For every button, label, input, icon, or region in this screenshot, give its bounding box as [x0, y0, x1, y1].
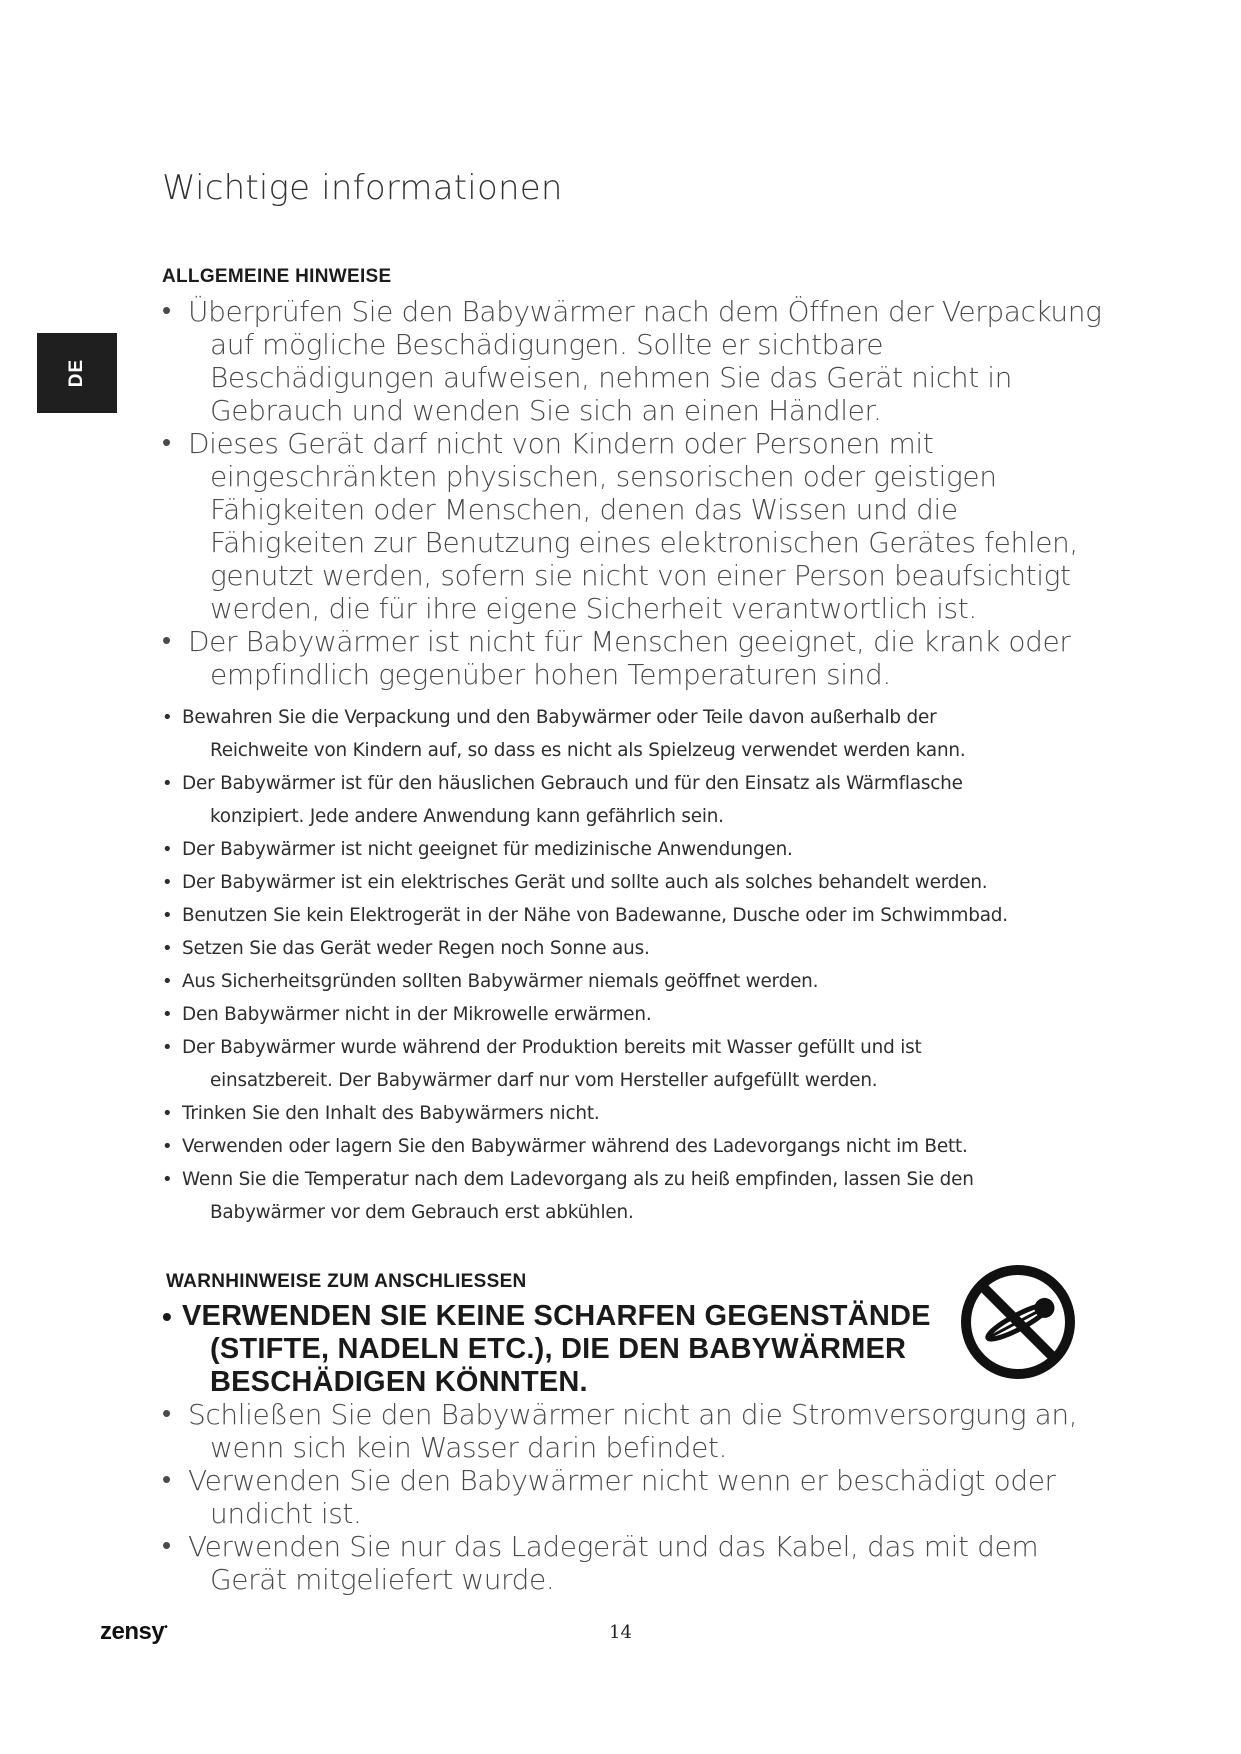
- brand-logo-text: zensy: [100, 1618, 165, 1645]
- list-item: [162, 625, 1102, 691]
- list-item: [162, 998, 1032, 1031]
- list-item-text: Der Babywärmer ist nicht für Menschen geeignet, die krank oder empfindlich gegenüber hohen Temperaturen sind.: [188, 625, 1071, 691]
- bullet-icon: •: [162, 428, 171, 458]
- brand-logo-mark: •: [164, 1622, 168, 1633]
- general-small-list: [162, 701, 1032, 1229]
- bullet-icon: •: [162, 1301, 173, 1332]
- list-item-text: Schließen Sie den Babywärmer nicht an die Stromversorgung an, wenn sich kein Wasser darin befindet.: [188, 1398, 1078, 1464]
- list-item-text: Der Babywärmer ist nicht geeignet für medizinische Anwendungen.: [182, 839, 793, 860]
- bullet-icon: •: [162, 1169, 173, 1190]
- bullet-icon: •: [162, 296, 171, 326]
- bullet-icon: •: [162, 1037, 173, 1058]
- list-item: [162, 1163, 1032, 1229]
- list-item: [162, 866, 1032, 899]
- list-item-text: Der Babywärmer wurde während der Produktion bereits mit Wasser gefüllt und ist einsatzbereit. Der Babywärmer darf nur vom Hersteller aufgefüllt werden.: [182, 1037, 922, 1091]
- list-item: [162, 1300, 962, 1399]
- list-item: [162, 295, 1102, 427]
- list-item-text: Trinken Sie den Inhalt des Babywärmers nicht.: [182, 1103, 600, 1124]
- list-item-text: Wenn Sie die Temperatur nach dem Ladevorgang als zu heiß empfinden, lassen Sie den Babywärmer vor dem Gebrauch erst abkühlen.: [182, 1169, 974, 1223]
- list-item: [162, 1130, 1032, 1163]
- page-number: 14: [609, 1622, 632, 1643]
- bullet-icon: •: [162, 1103, 173, 1124]
- list-item: [162, 899, 1032, 932]
- bullet-icon: •: [162, 1399, 171, 1429]
- list-item: [162, 767, 1032, 833]
- list-item-text: Setzen Sie das Gerät weder Regen noch Sonne aus.: [182, 938, 650, 959]
- list-item: [162, 1464, 1102, 1530]
- no-sharp-objects-icon: [958, 1262, 1078, 1382]
- list-item-text: Aus Sicherheitsgründen sollten Babywärmer niemals geöffnet werden.: [182, 971, 819, 992]
- list-item-text: Überprüfen Sie den Babywärmer nach dem Öffnen der Verpackung auf mögliche Beschädigungen. Sollte er sichtbare Beschädigungen aufweisen, nehmen Sie das Gerät nicht in Gebrauch und wenden Sie sich an einen Händler.: [188, 295, 1102, 427]
- list-item-text: Den Babywärmer nicht in der Mikrowelle erwärmen.: [182, 1004, 652, 1025]
- bullet-icon: •: [162, 626, 171, 656]
- list-item: [162, 932, 1032, 965]
- list-item: [162, 833, 1032, 866]
- bullet-icon: •: [162, 773, 173, 794]
- list-item-text: Verwenden Sie nur das Ladegerät und das Kabel, das mit dem Gerät mitgeliefert wurde.: [188, 1530, 1039, 1596]
- list-item-text: Bewahren Sie die Verpackung und den Babywärmer oder Teile davon außerhalb der Reichweite von Kindern auf, so dass es nicht als Spielzeug verwendet werden kann.: [182, 707, 966, 761]
- list-item: [162, 1097, 1032, 1130]
- list-item-text: Der Babywärmer ist für den häuslichen Gebrauch und für den Einsatz als Wärmflasche konzipiert. Jede andere Anwendung kann gefährlich sein.: [182, 773, 963, 827]
- list-item-text: Verwenden Sie den Babywärmer nicht wenn er beschädigt oder undicht ist.: [188, 1464, 1056, 1530]
- section-heading-general: ALLGEMEINE HINWEISE: [162, 266, 392, 287]
- language-tab-label: DE: [66, 358, 87, 388]
- language-tab: [37, 333, 117, 413]
- list-item: [162, 1530, 1102, 1596]
- general-large-list: [162, 295, 1102, 691]
- list-item-text: Verwenden oder lagern Sie den Babywärmer während des Ladevorgangs nicht im Bett.: [182, 1136, 968, 1157]
- bullet-icon: •: [162, 1465, 171, 1495]
- bullet-icon: •: [162, 839, 173, 860]
- page-title: Wichtige informationen: [162, 168, 563, 208]
- list-item: [162, 701, 1032, 767]
- list-item: [162, 427, 1102, 625]
- bullet-icon: •: [162, 971, 173, 992]
- bullet-icon: •: [162, 905, 173, 926]
- bullet-icon: •: [162, 872, 173, 893]
- bullet-icon: •: [162, 1136, 173, 1157]
- list-item-text: Benutzen Sie kein Elektrogerät in der Nähe von Badewanne, Dusche oder im Schwimmbad.: [182, 905, 1008, 926]
- connect-large-list: [162, 1398, 1102, 1596]
- list-item-text: Dieses Gerät darf nicht von Kindern oder Personen mit eingeschränkten physischen, sensorischen oder geistigen Fähigkeiten oder Menschen, denen das Wissen und die Fähigkeiten zur Benutzung eines elektronischen Gerätes fehlen, genutzt werden, sofern sie nicht von einer Person beaufsichtigt werden, die für ihre eigene Sicherheit verantwortlich ist.: [188, 427, 1078, 625]
- bullet-icon: •: [162, 707, 173, 728]
- warning-item-text: VERWENDEN SIE KEINE SCHARFEN GEGENSTÄNDE (STIFTE, NADELN ETC.), DIE DEN BABYWÄRMER BESCHÄDIGEN KÖNNTEN.: [182, 1300, 931, 1398]
- connect-warning-list: [162, 1300, 962, 1399]
- bullet-icon: •: [162, 1531, 171, 1561]
- bullet-icon: •: [162, 1004, 173, 1025]
- section-heading-connect: WARNHINWEISE ZUM ANSCHLIESSEN: [166, 1271, 527, 1292]
- list-item-text: Der Babywärmer ist ein elektrisches Gerät und sollte auch als solches behandelt werden.: [182, 872, 988, 893]
- bullet-icon: •: [162, 938, 173, 959]
- list-item: [162, 1031, 1032, 1097]
- list-item: [162, 1398, 1102, 1464]
- list-item: [162, 965, 1032, 998]
